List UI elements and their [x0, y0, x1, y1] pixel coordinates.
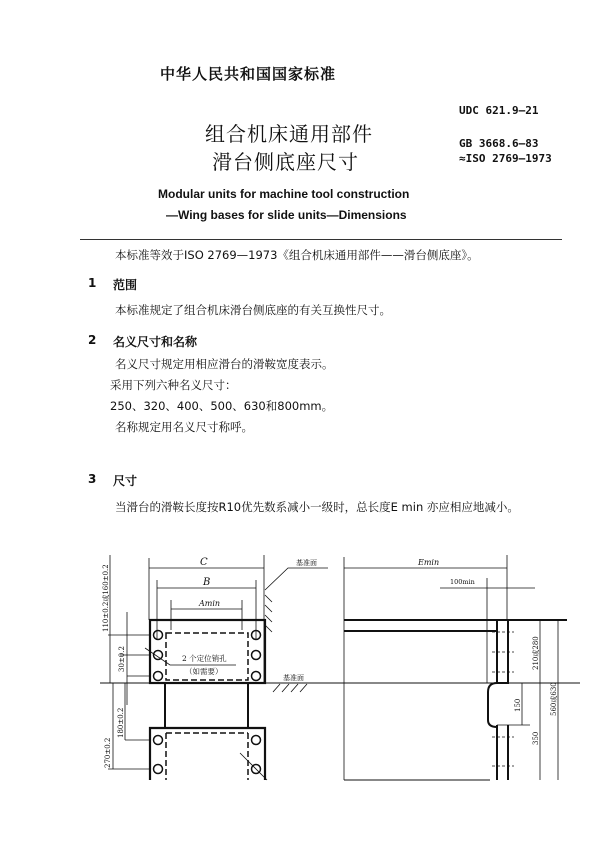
dim-210-label: 210或280 [532, 636, 540, 670]
section-3-title: 尺寸 [113, 474, 138, 488]
dim-270-label: 270±0.2 [104, 737, 112, 768]
title-line-1: 组合机床通用部件 [205, 122, 373, 146]
section-2-number: 2 [88, 333, 97, 347]
dim-350-label: 350 [532, 731, 540, 745]
gb-code: GB 3668.6—83 [459, 137, 539, 150]
national-standard-heading: 中华人民共和国国家标准 [160, 65, 337, 83]
section-2-title: 名义尺寸和名称 [113, 335, 198, 349]
section-3-number: 3 [88, 472, 97, 486]
dim-30-label: 30±0.2 [118, 646, 126, 672]
section-2-line: 250、320、400、500、630和800mm。 [110, 399, 334, 413]
dim-100min-label: 100min [450, 578, 475, 586]
dim-amin-label: Amin [199, 599, 221, 608]
english-title-1: Modular units for machine tool construction [158, 187, 410, 201]
dim-150-label: 150 [514, 698, 522, 712]
dim-c-label: C [200, 557, 208, 568]
dim-560-label: 560或630 [550, 682, 558, 716]
section-2-line: 名称规定用名义尺寸称呼。 [115, 420, 253, 434]
section-1-text: 本标准规定了组合机床滑台侧底座的有关互换性尺寸。 [115, 303, 391, 317]
datum-label-base: 基准面 [283, 674, 304, 682]
section-1-title: 范围 [113, 278, 138, 292]
section-2-line: 采用下列六种名义尺寸： [110, 378, 237, 392]
datum-label-top: 基准面 [296, 559, 317, 567]
intro-text: 本标准等效于ISO 2769—1973《组合机床通用部件——滑台侧底座》。 [115, 248, 479, 262]
if-needed-label: （如需要） [185, 667, 223, 676]
pin-holes-label: 2 个定位销孔 [182, 654, 227, 663]
dim-180-label: 180±0.2 [117, 707, 125, 738]
title-line-2: 滑台侧底座尺寸 [212, 150, 359, 174]
udc-code: UDC 621.9—21 [459, 104, 539, 117]
section-2-line: 名义尺寸规定用相应滑台的滑鞍宽度表示。 [115, 357, 334, 371]
dim-emin-label: Emin [418, 558, 440, 567]
dim-b-label: B [203, 577, 211, 588]
dim-110-label: 110±0.2或160±0.2 [102, 564, 110, 632]
english-title-2: —Wing bases for slide units—Dimensions [166, 208, 407, 222]
iso-code: ≈ISO 2769—1973 [459, 152, 552, 165]
section-3-text: 当滑台的滑鞍长度按R10优先数系减小一级时，总长度E min 亦应相应地减小。 [115, 500, 519, 514]
section-1-number: 1 [88, 276, 97, 290]
pin-holes [154, 631, 261, 774]
